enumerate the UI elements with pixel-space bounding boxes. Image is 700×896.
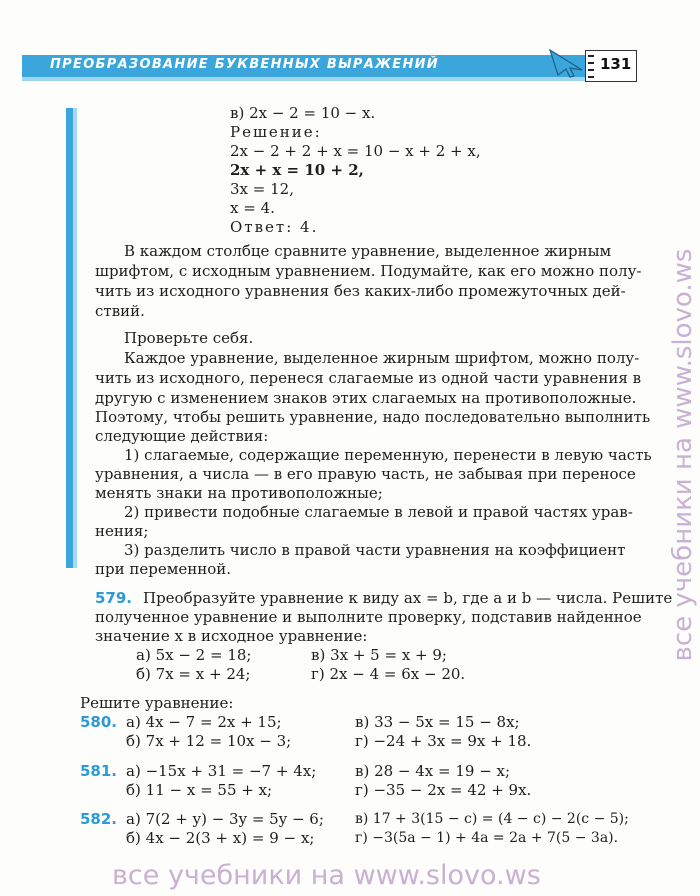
equation-item: г) −24 + 3x = 9x + 18. [355,732,532,750]
exercise-number: 582. [80,810,118,828]
check-line: уравнения, а числа — в его правую часть, не забывая при переносе [95,465,636,483]
side-bar-light [73,108,77,568]
solution-label: Решение: [230,123,322,141]
task-line: шрифтом, с исходным уравнением. Подумайте, как его можно полу- [95,262,642,280]
exercise-text: Преобразуйте уравнение к виду ax = b, где a и b — числа. Решите [143,589,673,607]
equation-item: б) 7x + 12 = 10x − 3; [126,732,292,750]
check-title: Проверьте себя. [124,329,254,347]
exercise-number: 579. [95,589,133,607]
task-line: В каждом столбце сравните уравнение, выделенное жирным [124,242,612,260]
spiral-binding-icon [586,52,596,80]
equation-item: б) 11 − x = 55 + x; [126,781,273,799]
solution-problem: в) 2x − 2 = 10 − x. [230,104,376,122]
equation-item: а) 5x − 2 = 18; [136,646,252,664]
check-line: Каждое уравнение, выделенное жирным шрифтом, можно полу- [124,349,640,367]
exercise-text: полученное уравнение и выполните проверку, подставив найденное [95,608,642,626]
watermark-bottom: все учебники на www.slovo.ws [112,860,541,891]
chapter-title: ПРЕОБРАЗОВАНИЕ БУКВЕННЫХ ВЫРАЖЕНИЙ [50,57,439,72]
equation-item: г) −35 − 2x = 42 + 9x. [355,781,532,799]
equation-item: г) 2x − 4 = 6x − 20. [311,665,466,683]
exercise-number: 581. [80,762,118,780]
equation-item: г) −3(5a − 1) + 4a = 2a + 7(5 − 3a). [355,830,619,846]
solution-step-4: x = 4. [230,199,275,217]
equation-item: б) 4x − 2(3 + x) = 9 − x; [126,829,315,847]
watermark-text: все учебники на www.slovo.ws [668,248,698,662]
pointer-arrow-icon [548,48,584,78]
solution-answer: Ответ: 4. [230,218,319,236]
equation-item: в) 33 − 5x = 15 − 8x; [355,713,520,731]
equation-item: б) 7x = x + 24; [136,665,251,683]
check-line: другую с изменением знаков этих слагаемых на противоположные. [95,389,637,407]
check-line: чить из исходного, перенеся слагаемые из одной части уравнения в [95,369,642,387]
equation-item: а) −15x + 31 = −7 + 4x; [126,762,317,780]
side-bar [66,108,73,568]
page-number: 131 [600,55,632,73]
equation-item: а) 4x − 7 = 2x + 15; [126,713,282,731]
equation-item: в) 3x + 5 = x + 9; [311,646,447,664]
exercise-number: 580. [80,713,118,731]
check-line: 2) привести подобные слагаемые в левой и правой частях урав- [124,503,633,521]
equation-item: а) 7(2 + y) − 3y = 5y − 6; [126,810,324,828]
exercise-text: значение x в исходное уравнение: [95,627,368,645]
check-line: Поэтому, чтобы решить уравнение, надо последовательно выполнить [95,408,651,426]
solution-step-3: 3x = 12, [230,180,294,198]
check-line: 1) слагаемые, содержащие переменную, перенести в левую часть [124,446,652,464]
task-line: чить из исходного уравнения без каких-либо промежуточных дей- [95,282,626,300]
solution-step-1: 2x − 2 + 2 + x = 10 − x + 2 + x, [230,142,481,160]
check-line: менять знаки на противоположные; [95,484,383,502]
equation-item: в) 28 − 4x = 19 − x; [355,762,511,780]
check-line: следующие действия: [95,427,269,445]
solve-label: Решите уравнение: [80,694,234,712]
check-line: нения; [95,522,149,540]
equation-item: в) 17 + 3(15 − c) = (4 − c) − 2(c − 5); [355,811,629,827]
solution-step-2: 2x + x = 10 + 2, [230,161,364,179]
header-bar-underline [22,77,622,81]
task-line: ствий. [95,302,145,320]
check-line: при переменной. [95,560,232,578]
watermark-right [668,130,698,770]
check-line: 3) разделить число в правой части уравнения на коэффициент [124,541,626,559]
